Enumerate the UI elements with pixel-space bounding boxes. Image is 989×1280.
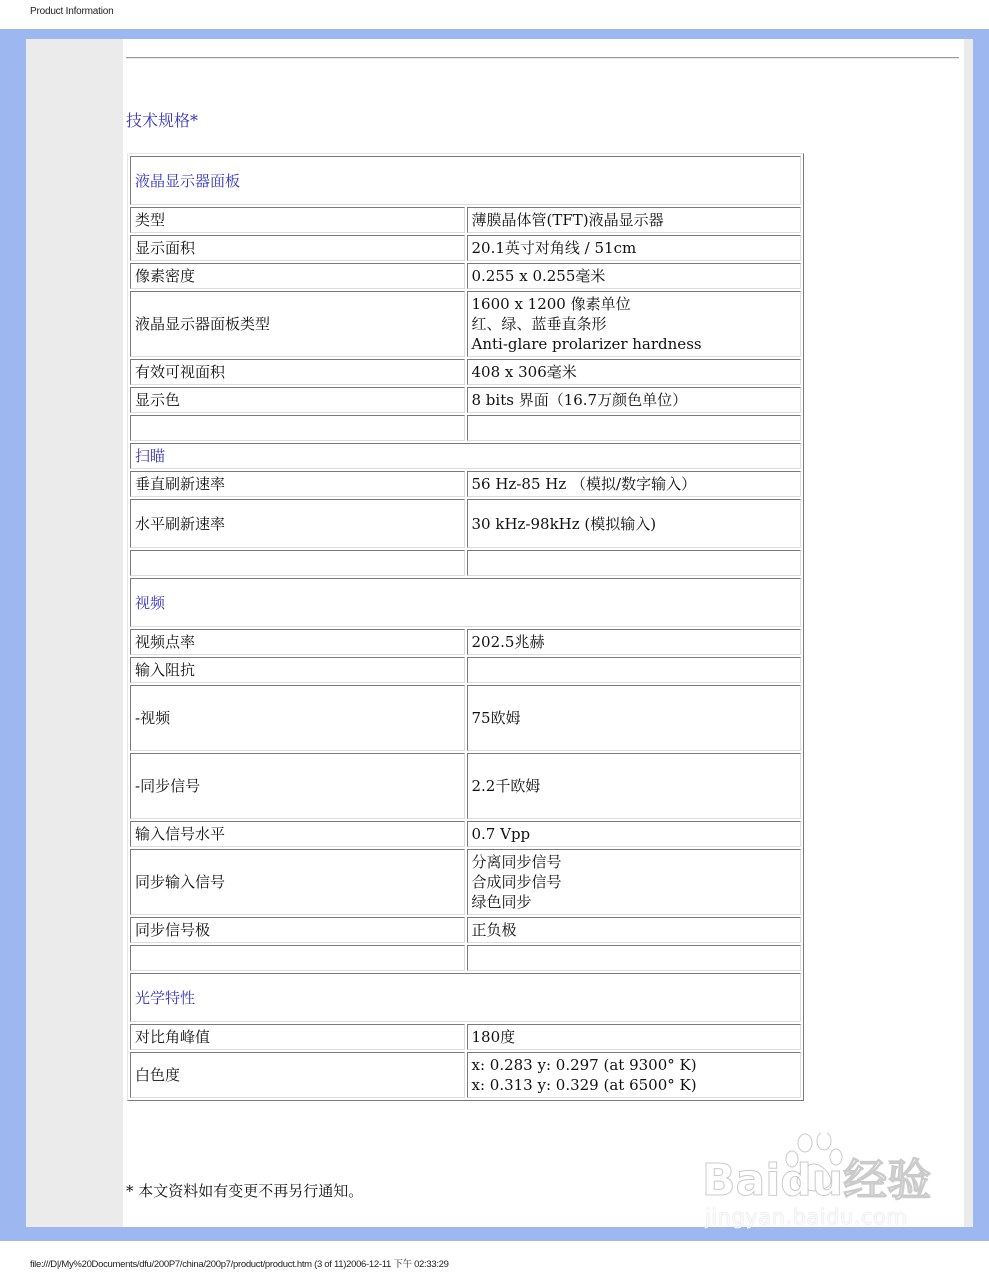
section-header: 光学特性: [130, 973, 801, 1022]
spec-label: [130, 550, 465, 576]
table-row: [130, 685, 801, 751]
watermark-brand-text: Baidu经验: [702, 1155, 932, 1206]
left-panel: [26, 39, 123, 1227]
spec-label: 对比角峰值: [130, 1024, 465, 1050]
spec-value: 正负极: [467, 917, 802, 943]
table-row: [130, 387, 801, 413]
table-row: [130, 945, 801, 971]
spec-value: [467, 550, 802, 576]
print-footer: file:///D|/My%20Documents/dfu/200P7/china/200p7/product/product.htm (3 of 11)2006-12-11 下午 02:33:29: [30, 1259, 449, 1270]
spec-label: 水平刷新速率: [130, 499, 465, 548]
spec-value: 0.255 x 0.255毫米: [467, 263, 802, 289]
table-row: [130, 821, 801, 847]
spec-label: -视频: [130, 685, 465, 751]
spec-value: 180度: [467, 1024, 802, 1050]
spec-label: [130, 945, 465, 971]
table-row: [130, 235, 801, 261]
table-row: [130, 156, 801, 205]
spec-label: 同步输入信号: [130, 849, 465, 915]
spec-label: 白色度: [130, 1052, 465, 1098]
spec-value: 1600 x 1200 像素单位 红、绿、蓝垂直条形 Anti-glare prolarizer hardness: [467, 291, 802, 357]
spec-value: 56 Hz-85 Hz （模拟/数字输入）: [467, 471, 802, 497]
table-row: [130, 973, 801, 1022]
table-row: [130, 1024, 801, 1050]
spec-value: 75欧姆: [467, 685, 802, 751]
spec-label: 液晶显示器面板类型: [130, 291, 465, 357]
table-row: [130, 550, 801, 576]
watermark-url: jingyan.baidu.com: [705, 1205, 908, 1229]
spec-label: [130, 415, 465, 441]
section-header: 液晶显示器面板: [130, 156, 801, 205]
print-header: Product Information: [30, 6, 114, 17]
spec-label: 类型: [130, 207, 465, 233]
table-row: [130, 1052, 801, 1098]
spec-value: [467, 945, 802, 971]
table-row: [130, 443, 801, 469]
spec-value: 薄膜晶体管(TFT)液晶显示器: [467, 207, 802, 233]
spec-value: 30 kHz-98kHz (模拟输入): [467, 499, 802, 548]
table-row: [130, 629, 801, 655]
horizontal-rule: [126, 57, 959, 59]
table-row: [130, 471, 801, 497]
spec-label: 显示面积: [130, 235, 465, 261]
spec-value: x: 0.283 y: 0.297 (at 9300° K) x: 0.313 y: 0.329 (at 6500° K): [467, 1052, 802, 1098]
table-row: [130, 291, 801, 357]
spec-value: 分离同步信号 合成同步信号 绿色同步: [467, 849, 802, 915]
spec-label: 视频点率: [130, 629, 465, 655]
spec-label: 有效可视面积: [130, 359, 465, 385]
page-title: 技术规格*: [126, 111, 199, 130]
spec-value: 20.1英寸对角线 / 51cm: [467, 235, 802, 261]
table-row: [130, 263, 801, 289]
spec-label: 同步信号极: [130, 917, 465, 943]
table-row: [130, 753, 801, 819]
spec-label: -同步信号: [130, 753, 465, 819]
section-header: 扫瞄: [130, 443, 801, 469]
spec-label: 输入信号水平: [130, 821, 465, 847]
table-row: [130, 207, 801, 233]
spec-label: 输入阻抗: [130, 657, 465, 683]
spec-label: 像素密度: [130, 263, 465, 289]
spec-value: 202.5兆赫: [467, 629, 802, 655]
spec-value: 0.7 Vpp: [467, 821, 802, 847]
right-panel: [964, 39, 973, 1227]
spec-label: 垂直刷新速率: [130, 471, 465, 497]
table-row: [130, 499, 801, 548]
table-row: [130, 657, 801, 683]
table-row: [130, 359, 801, 385]
table-row: [130, 849, 801, 915]
spec-table: [127, 153, 804, 1101]
spec-label: 显示色: [130, 387, 465, 413]
table-row: [130, 917, 801, 943]
table-row: [130, 578, 801, 627]
spec-value: [467, 657, 802, 683]
footnote: * 本文资料如有变更不再另行通知。: [126, 1182, 364, 1200]
spec-value: 2.2千欧姆: [467, 753, 802, 819]
spec-value: 8 bits 界面（16.7万颜色单位）: [467, 387, 802, 413]
spec-value: 408 x 306毫米: [467, 359, 802, 385]
spec-value: [467, 415, 802, 441]
table-row: [130, 415, 801, 441]
section-header: 视频: [130, 578, 801, 627]
